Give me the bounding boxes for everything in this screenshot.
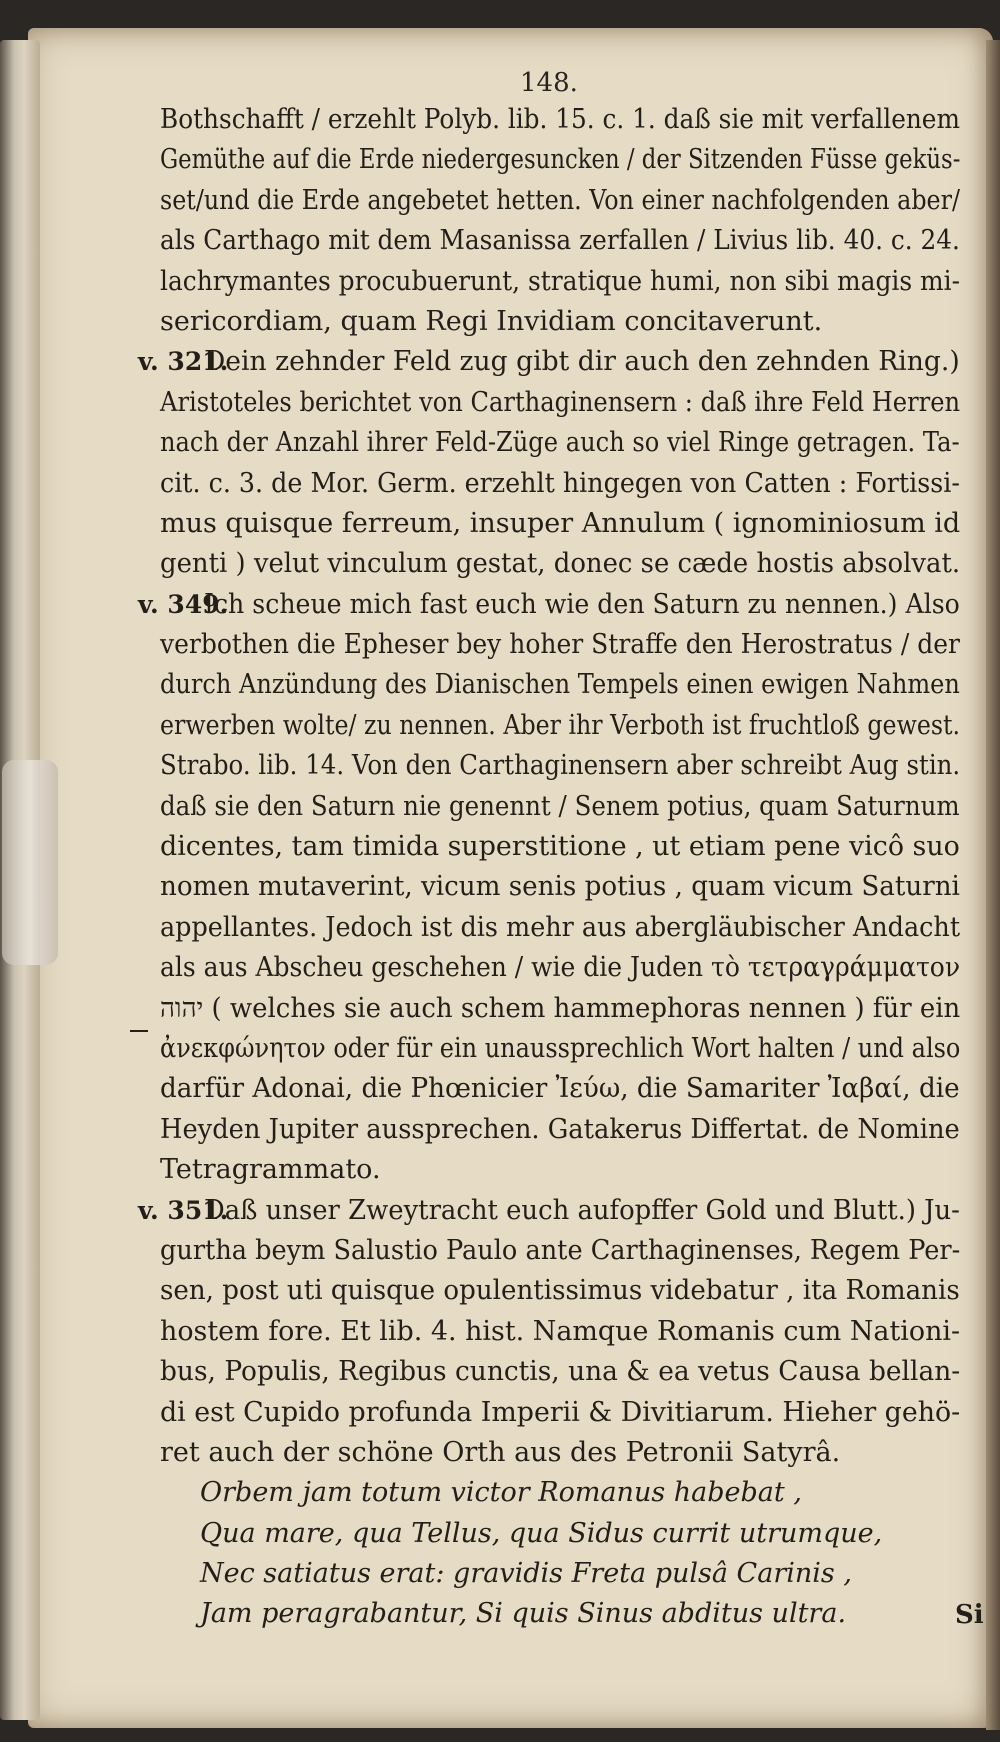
poem-text: Qua mare, qua Tellus, qua Sidus currit utrumque, bbox=[200, 1517, 883, 1549]
page-clip bbox=[2, 760, 58, 965]
line-text: verbothen die Epheser bey hoher Straffe den Herostratus / der bbox=[160, 629, 960, 661]
text-line bbox=[160, 1069, 990, 1109]
line-text: Strabo. lib. 14. Von den Carthaginensern aber schreibt Aug stin. bbox=[160, 750, 961, 782]
text-line bbox=[160, 262, 990, 302]
poem-text: Nec satiatus erat: gravidis Freta pulsâ Carinis , bbox=[200, 1558, 852, 1590]
verse-reference: v. 351. bbox=[138, 1195, 229, 1225]
line-text: di est Cupido profunda Imperii & Divitiarum. Hieher gehö- bbox=[160, 1396, 961, 1428]
line-text: als Carthago mit dem Masanissa zerfallen / Livius lib. 40. c. 24. bbox=[160, 225, 960, 257]
text-line bbox=[160, 383, 990, 423]
line-text: erwerben wolte/ zu nennen. Aber ihr Verboth ist fruchtloß gewest. bbox=[160, 709, 961, 741]
text-line bbox=[160, 908, 990, 948]
line-text: genti ) velut vinculum gestat, donec se cæde hostis absolvat. bbox=[160, 548, 961, 580]
text-line bbox=[138, 1191, 990, 1231]
line-text: Ich scheue mich fast euch wie den Saturn zu nennen.) Also bbox=[204, 588, 960, 620]
text-line bbox=[160, 423, 990, 463]
line-text: als aus Abscheu geschehen / wie die Juden τὸ τετραγράμματον bbox=[160, 952, 961, 984]
line-text: יהוה ( welches sie auch schem hammephoras nennen ) für ein bbox=[160, 992, 961, 1024]
line-text: ἀνεκφώνητον oder für ein unaussprechlich Wort halten / und also bbox=[160, 1032, 961, 1064]
line-text: Tetragrammato. bbox=[160, 1154, 381, 1186]
line-text: dicentes, tam timida superstitione , ut etiam pene vicô suo bbox=[160, 831, 960, 863]
verse-reference: v. 349. bbox=[138, 589, 229, 619]
body-text bbox=[138, 100, 990, 1635]
text-line bbox=[160, 140, 990, 180]
text-line bbox=[160, 464, 990, 504]
line-text: appellantes. Jedoch ist dis mehr aus abergläubischer Andacht bbox=[160, 911, 961, 943]
line-text: darfür Adonai, die Phœnicier Ἰεύω, die Samariter Ἰαβαί, die bbox=[160, 1073, 960, 1105]
text-line bbox=[160, 706, 990, 746]
line-text: bus, Populis, Regibus cunctis, una & ea vetus Causa bellan- bbox=[160, 1356, 961, 1388]
text-line bbox=[160, 625, 990, 665]
line-text: gurtha beym Salustio Paulo ante Carthaginenses, Regem Per- bbox=[160, 1234, 961, 1266]
line-text: Daß unser Zweytracht euch aufopffer Gold und Blutt.) Ju- bbox=[204, 1194, 960, 1226]
text-line bbox=[160, 1433, 990, 1473]
text-line bbox=[160, 948, 990, 988]
line-text: hostem fore. Et lib. 4. hist. Namque Romanis cum Nationi- bbox=[160, 1315, 961, 1347]
text-line bbox=[160, 504, 990, 544]
line-text: nach der Anzahl ihrer Feld-Züge auch so viel Ringe getragen. Ta- bbox=[160, 427, 960, 459]
poem-line bbox=[160, 1473, 990, 1513]
text-line bbox=[160, 746, 990, 786]
text-line bbox=[160, 989, 990, 1029]
text-line bbox=[160, 1271, 990, 1311]
line-text: mus quisque ferreum, insuper Annulum ( ignominiosum id bbox=[160, 507, 961, 539]
text-line bbox=[160, 181, 990, 221]
text-line bbox=[138, 585, 990, 625]
poem-text: Orbem jam totum victor Romanus habebat , bbox=[200, 1477, 802, 1509]
text-line bbox=[160, 1393, 990, 1433]
page-number: 148. bbox=[520, 68, 578, 98]
text-line bbox=[160, 1150, 990, 1190]
text-line bbox=[160, 1231, 990, 1271]
line-text: ret auch der schöne Orth aus des Petronii Satyrâ. bbox=[160, 1436, 841, 1468]
text-line bbox=[160, 544, 990, 584]
line-text: Aristoteles berichtet von Carthaginensern : daß ihre Feld Herren bbox=[160, 386, 961, 418]
line-text: set/und die Erde angebetet hetten. Von einer nachfolgenden aber/ bbox=[160, 184, 961, 216]
text-line bbox=[160, 827, 990, 867]
line-text: sen, post uti quisque opulentissimus videbatur , ita Romanis bbox=[160, 1275, 960, 1307]
poem-line bbox=[160, 1514, 990, 1554]
line-text: durch Anzündung des Dianischen Tempels einen ewigen Nahmen bbox=[160, 669, 960, 701]
line-text: Dein zehnder Feld zug gibt dir auch den zehnden Ring.) bbox=[204, 346, 960, 378]
margin-dash bbox=[130, 1030, 148, 1032]
text-line bbox=[138, 342, 990, 382]
catchword: Si bbox=[955, 1600, 984, 1630]
verse-reference: v. 321. bbox=[138, 347, 229, 377]
poem-line bbox=[160, 1554, 990, 1594]
poem-text: Jam peragrabantur, Si quis Sinus abditus ultra. bbox=[200, 1598, 847, 1630]
text-line bbox=[160, 867, 990, 907]
text-line bbox=[160, 1029, 990, 1069]
text-line bbox=[160, 787, 990, 827]
text-line bbox=[160, 1110, 990, 1150]
line-text: Heyden Jupiter aussprechen. Gatakerus Differtat. de Nomine bbox=[160, 1113, 960, 1145]
poem-line bbox=[160, 1594, 990, 1634]
line-text: sericordiam, quam Regi Invidiam concitaverunt. bbox=[160, 305, 823, 337]
text-line bbox=[160, 221, 990, 261]
line-text: cit. c. 3. de Mor. Germ. erzehlt hingegen von Catten : Fortissi- bbox=[160, 467, 960, 499]
text-line bbox=[160, 665, 990, 705]
text-line bbox=[160, 1312, 990, 1352]
text-line bbox=[160, 1352, 990, 1392]
line-text: Bothschafft / erzehlt Polyb. lib. 15. c. 1. daß sie mit verfallenem bbox=[160, 104, 960, 135]
line-text: Gemüthe auf die Erde niedergesuncken / der Sitzenden Füsse geküs- bbox=[160, 144, 961, 176]
line-text: lachrymantes procubuerunt, stratique humi, non sibi magis mi- bbox=[160, 265, 961, 297]
line-text: daß sie den Saturn nie genennt / Senem potius, quam Saturnum bbox=[160, 790, 960, 822]
text-line bbox=[160, 302, 990, 342]
line-text: nomen mutaverint, vicum senis potius , quam vicum Saturni bbox=[160, 871, 960, 903]
text-line bbox=[160, 100, 990, 140]
